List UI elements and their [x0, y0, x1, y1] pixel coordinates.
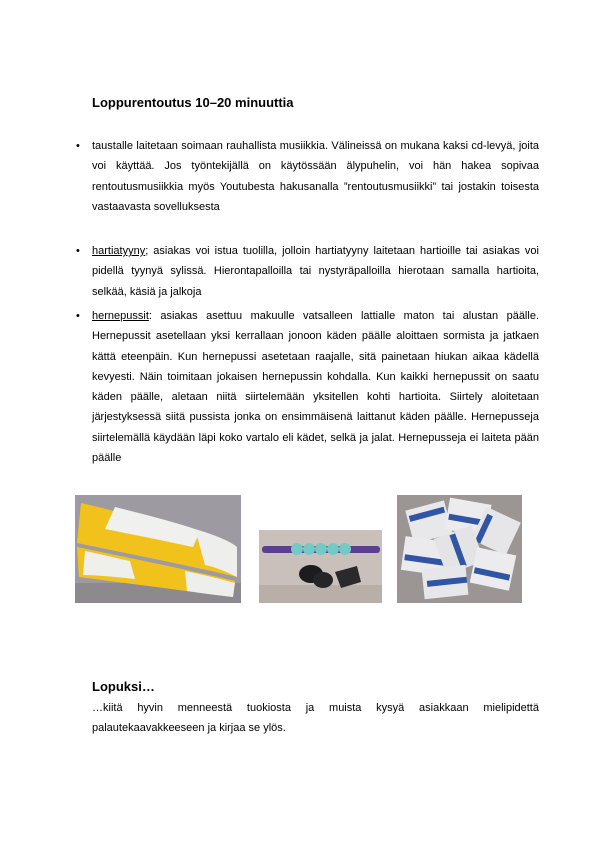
closing-heading: Lopuksi… — [92, 679, 155, 694]
bullet-marker: • — [76, 245, 80, 257]
bullet-marker: • — [76, 140, 80, 152]
photo-shoulder-pillow — [75, 495, 241, 603]
bullet-lead: hartiatyyny — [92, 245, 146, 257]
bullet-body: taustalle laitetaan soimaan rauhallista musiikkia. Välineissä on mukana kaksi cd-levyä, joita voi käyttää. Jos työntekijällä on käytössään älypuhelin, voi hän hakea sopivaa rentoutusmusiikkia myös Youtubesta hakusanalla ”rentoutusmusiikki” tai jostakin toisesta vastaavasta sovelluksesta — [92, 140, 539, 213]
bullet-text-shoulder-pillow — [92, 241, 539, 302]
bullet-text-bean-bags — [92, 306, 539, 468]
section-heading: Loppurentoutus 10–20 minuuttia — [92, 95, 294, 110]
bullet-text-music — [92, 136, 539, 217]
photo-massage-balls — [259, 530, 382, 603]
bullet-body: : asiakas asettuu makuulle vatsalleen lattialle maton tai alustan päälle. Hernepussit asetellaan yksi kerrallaan jonoon käden päälle aloittaen sormista ja jatkaen kättä eteenpäin. Kun hernepussi asetetaan raajalle, sitä painetaan hiukan aikaa kädellä kevyesti. Näin toimitaan jokaisen hernepussin kohdalla. Kun kaikki hernepussit on saatu käden päälle, aletaan niitä siirtelemään yksitellen kohti hartioita. Siirtely aloitetaan järjestyksessä siitä pussista jonka on ensimmäisenä laittanut käden päälle. Hernepusseja siirtelemällä käydään läpi koko vartalo eli kädet, selkä ja jalat. Hernepusseja ei laiteta pään päälle — [92, 310, 539, 465]
photo-bean-bags — [397, 495, 522, 603]
bean-bags-image — [397, 495, 522, 603]
bullet-body: ; asiakas voi istua tuolilla, jolloin hartiatyyny laitetaan hartioille tai asiakas voi pidellä tyynyä sylissä. Hierontapalloilla tai nystyräpalloilla hierotaan samalla hartioita, selkää, käsiä ja jalkoja — [92, 245, 539, 298]
shoulder-pillow-image — [75, 495, 241, 603]
bullet-lead: hernepussit — [92, 310, 149, 322]
closing-text: …kiitä hyvin menneestä tuokiosta ja muista kysyä asiakkaan mielipidettä palautekaavakkeeseen ja kirjaa se ylös. — [92, 702, 539, 735]
bullet-marker: • — [76, 310, 80, 322]
massage-balls-image — [259, 530, 382, 603]
